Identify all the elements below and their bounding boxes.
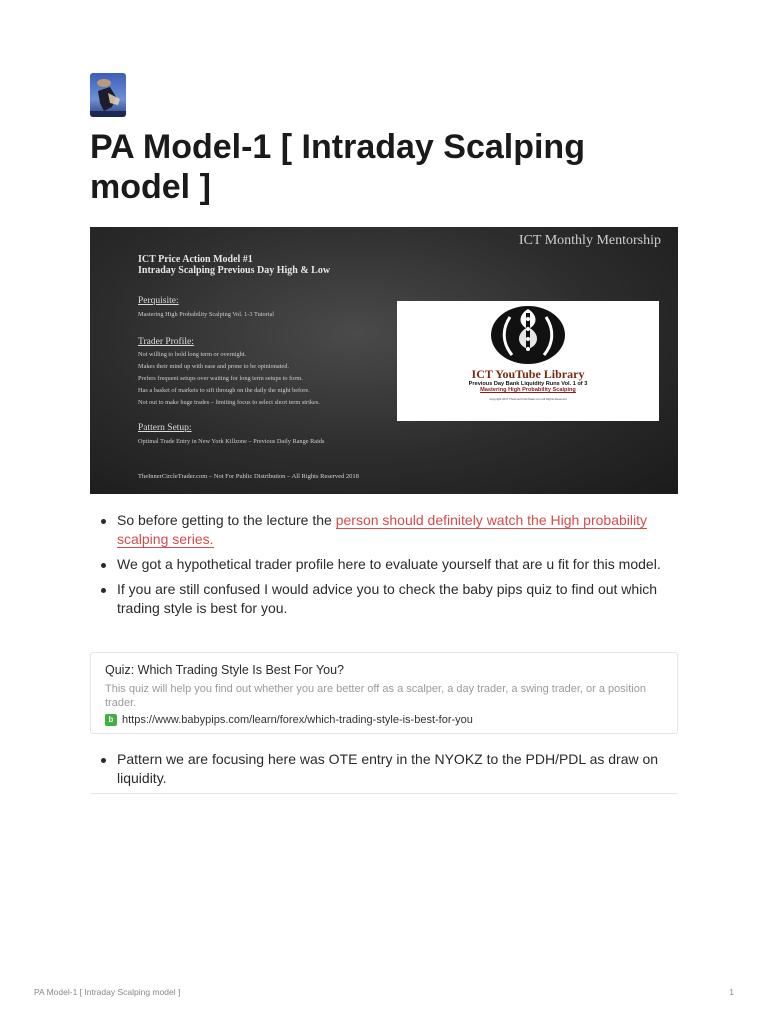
slide-image: [90, 227, 678, 494]
slide-trader-profile-heading: Trader Profile:: [138, 337, 194, 347]
bookmark-description: This quiz will help you find out whether you are better off as a scalper, a day trader, a swing trader, or a position trader.: [105, 683, 646, 709]
slide-prerequisite-heading: Perquisite:: [138, 296, 179, 306]
slide-footer: TheInnerCircleTrader.com – Not For Public Distribution – All Rights Reserved 2018: [138, 473, 359, 480]
bookmark-title: Quiz: Which Trading Style Is Best For You?: [105, 663, 345, 677]
slide-pattern-heading: Pattern Setup:: [138, 423, 192, 433]
thumbnail-subtitle: Previous Day Bank Liquidity Runs Vol. 1 of 3: [468, 381, 588, 387]
slide-profile-line: Not out to make huge trades – limiting focus to select short term strikes.: [138, 399, 320, 406]
page-title: PA Model-1 [ Intraday Scalping model ]: [90, 128, 585, 206]
slide-title-line2: Intraday Scalping Previous Day High & Low: [138, 265, 331, 276]
list-item: [117, 511, 677, 549]
page-icon-graphic: [90, 73, 126, 117]
bookmark-url[interactable]: https://www.babypips.com/learn/forex/which-trading-style-is-best-for-you: [122, 714, 473, 726]
bookmark-url-row: [105, 713, 663, 727]
slide-title-line1: ICT Price Action Model #1: [138, 254, 253, 265]
youtube-library-thumbnail: [397, 301, 659, 421]
list-item-text: We got a hypothetical trader profile here to evaluate yourself that are u fit for this model.: [117, 556, 661, 572]
page-icon-image[interactable]: [90, 73, 126, 117]
thumbnail-library-title: ICT YouTube Library: [471, 367, 585, 381]
scalping-series-link[interactable]: person should definitely watch the High probability scalping series.: [117, 512, 647, 547]
list-item: [117, 555, 677, 574]
babypips-favicon-icon: b: [105, 714, 117, 726]
bullet-list-2: [117, 750, 677, 794]
slide-header: ICT Monthly Mentorship: [518, 233, 661, 248]
list-item-text: If you are still confused I would advice you to check the baby pips quiz to find out which trading style is best for you.: [117, 581, 658, 616]
list-item: [117, 580, 677, 618]
list-item: [117, 750, 677, 788]
footer-title: PA Model-1 [ Intraday Scalping model ]: [34, 987, 181, 997]
slide-profile-line: Makes their mind up with ease and prone to be opinionated.: [138, 363, 289, 370]
list-item-text: So before getting to the lecture the: [117, 512, 336, 528]
slide-profile-line: Prefers frequent setups over waiting for long term setups to form.: [138, 375, 303, 382]
slide-profile-line: Not willing to hold long term or overnight.: [138, 351, 247, 358]
slide-pattern-text: Optimal Trade Entry in New York Killzone – Previous Daily Range Raids: [138, 438, 325, 445]
slide-profile-line: Has a basket of markets to sift through on the daily the night before.: [138, 387, 310, 394]
thumbnail-subtitle-underlined: Mastering High Probability Scalping: [480, 387, 576, 393]
list-item-text: Pattern we are focusing here was OTE entry in the NYOKZ to the PDH/PDL as draw on liquidity.: [117, 751, 659, 786]
thumbnail-copyright: Copyright 2017 TheInnerCircleTrader.com All Rights Reserved: [489, 397, 567, 401]
slide-prerequisite-text: Mastering High Probability Scalping Vol. 1-3 Tutorial: [138, 311, 275, 318]
page-number: 1: [729, 987, 734, 997]
divider: [90, 793, 678, 794]
bullet-list: [117, 511, 677, 624]
bookmark-card[interactable]: [90, 652, 678, 734]
ict-logo-icon: [490, 305, 566, 365]
